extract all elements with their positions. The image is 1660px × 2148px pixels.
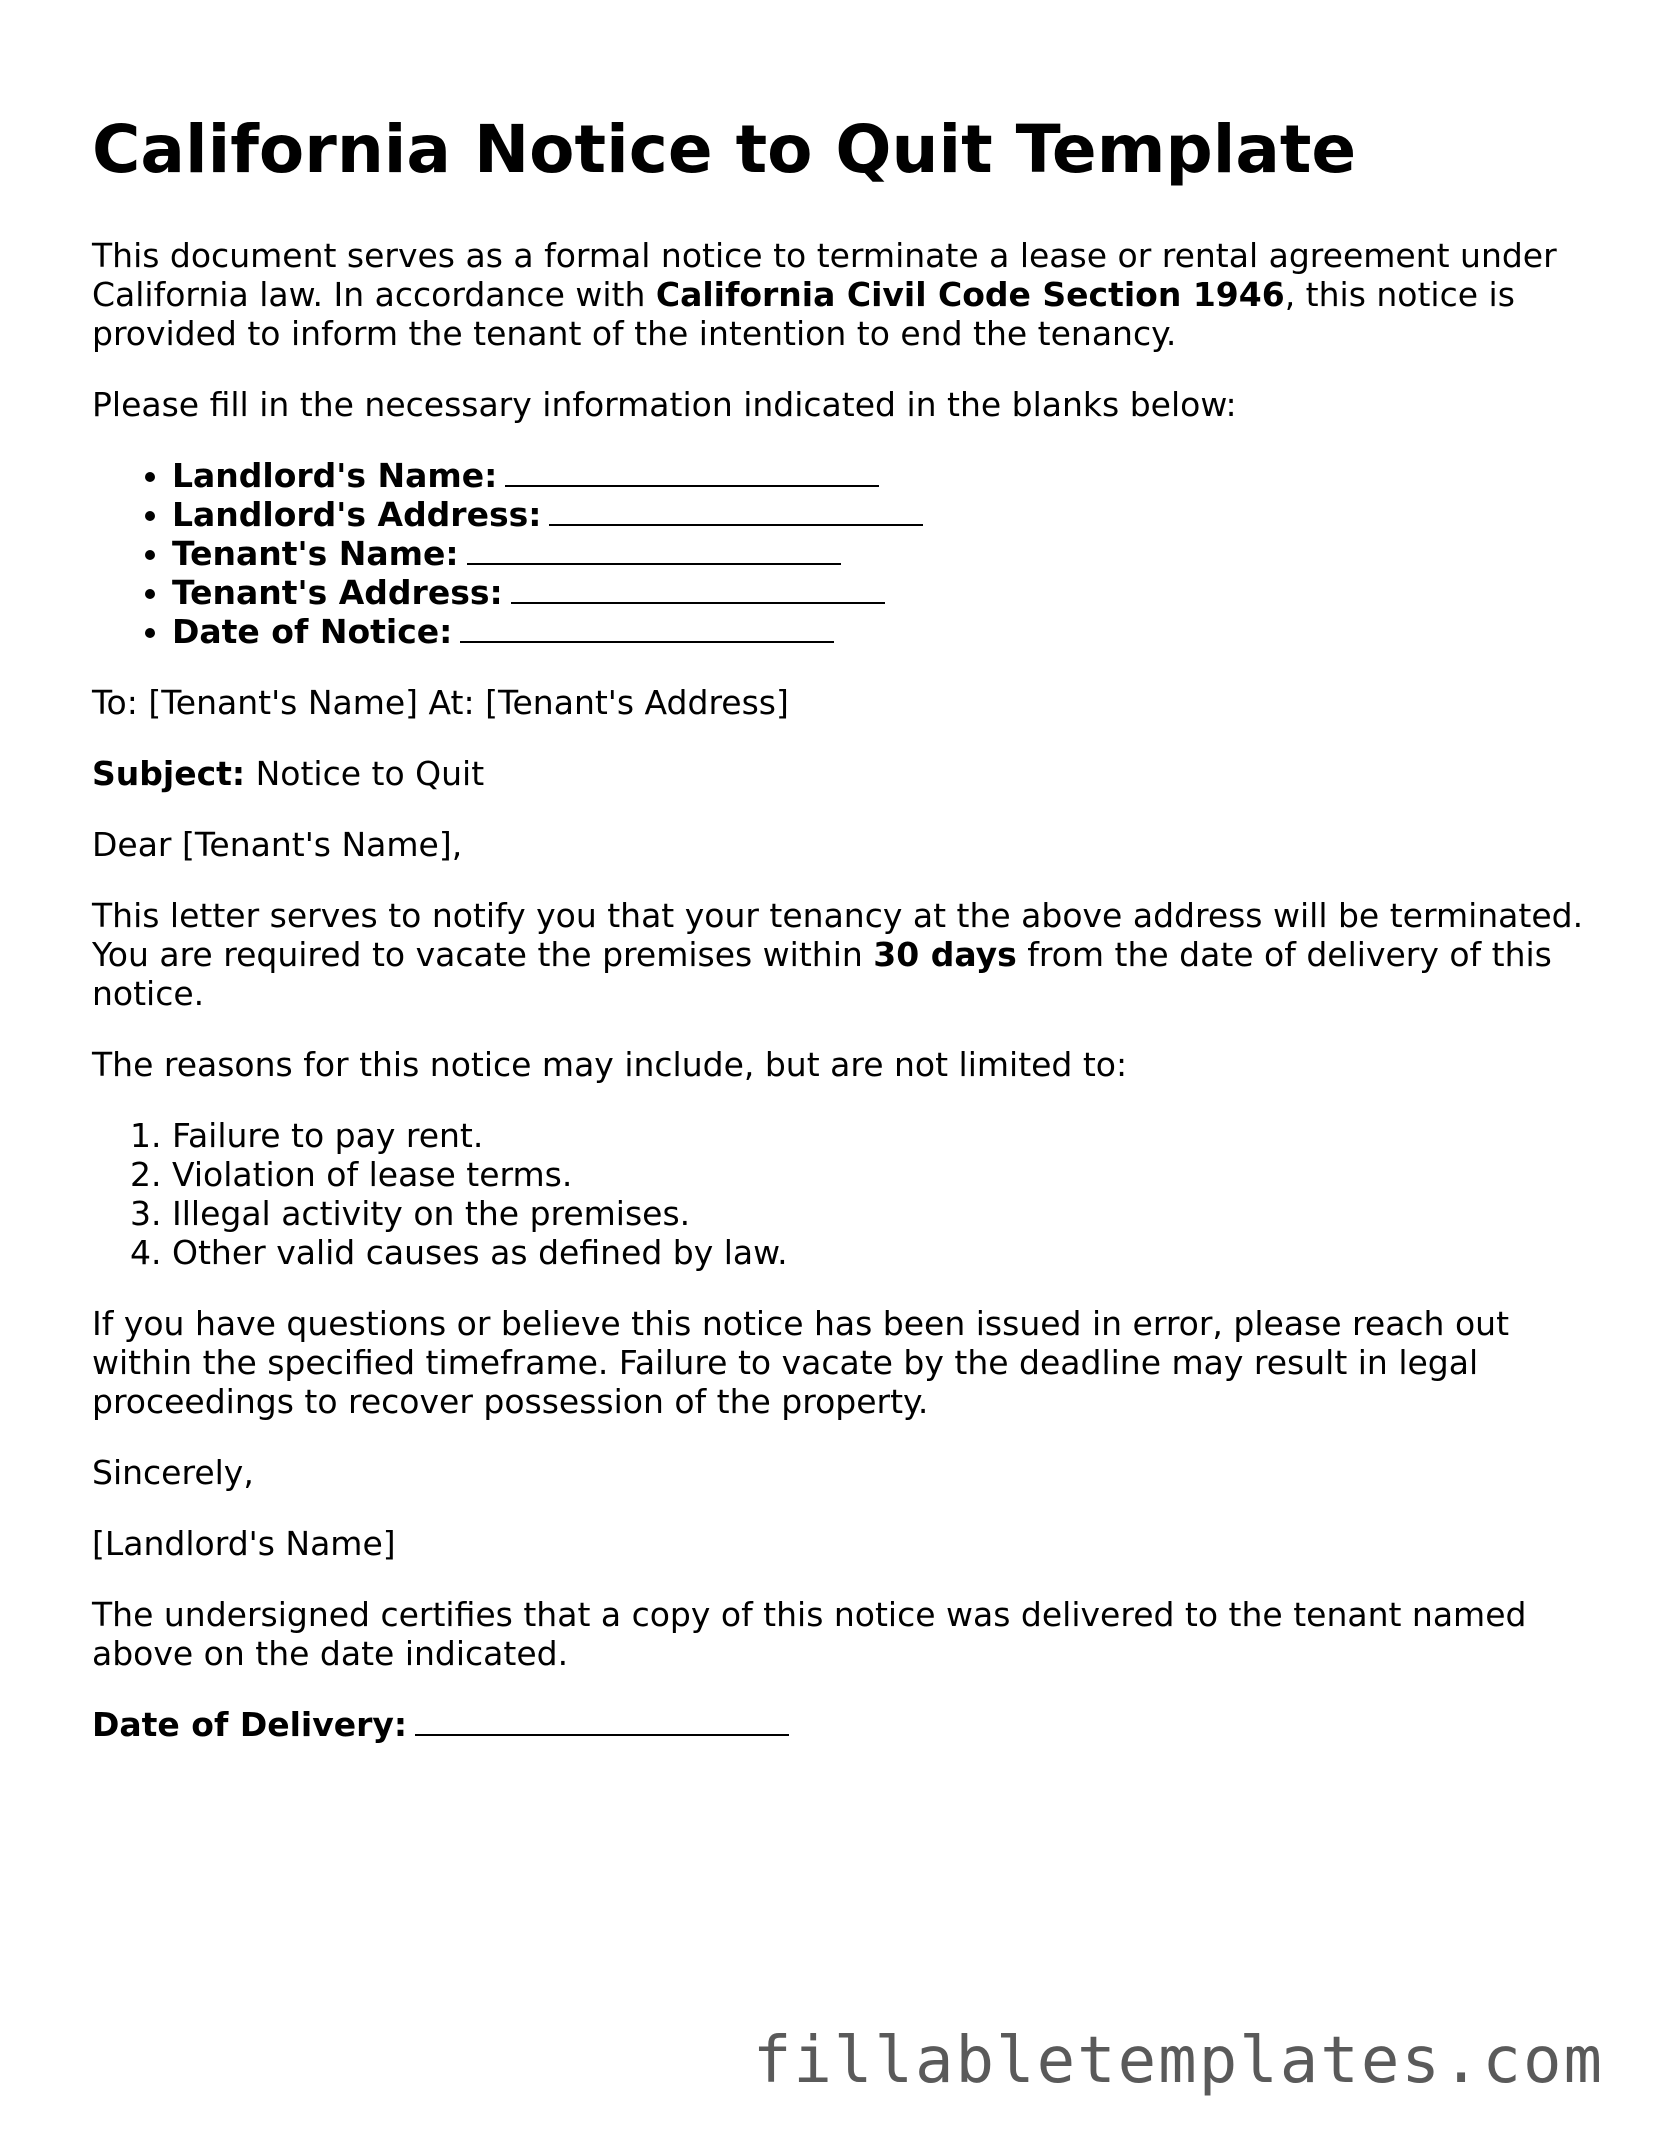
notice-paragraph (92, 896, 1592, 1013)
closing: Sincerely, (92, 1453, 254, 1492)
reason-item: 4. Other valid causes as defined by law. (172, 1233, 1592, 1272)
delivery-label: Date of Delivery: (92, 1705, 408, 1744)
watermark-logo: fillabletemplates.com (752, 2024, 1604, 2098)
intro-text-2: , this notice is provided to inform the tenant of the intention to end the tenancy. (92, 275, 1515, 353)
field-label: Landlord's Address: (172, 495, 542, 534)
civil-code-reference: California Civil Code Section 1946 (655, 275, 1285, 314)
document-title: California Notice to Quit Template (92, 111, 1357, 188)
landlord-name-blank[interactable] (505, 457, 879, 487)
landlord-address-blank[interactable] (549, 496, 923, 526)
questions-paragraph: If you have questions or believe this notice has been issued in error, please reach out within the specified timeframe. Failure to vacate by the deadline may result in legal proceedings to recover possession of the property. (92, 1304, 1510, 1421)
subject-line (92, 754, 1592, 793)
field-label: Date of Notice: (172, 612, 453, 651)
reason-item: 2. Violation of lease terms. (172, 1155, 1592, 1194)
fill-in-fields-list (92, 456, 1592, 651)
intro-paragraph (92, 236, 1592, 353)
reason-item: 3. Illegal activity on the premises. (172, 1194, 1592, 1233)
document-body (92, 236, 1592, 1776)
certification-paragraph: The undersigned certifies that a copy of this notice was delivered to the tenant named above on the date indicated. (92, 1595, 1527, 1673)
tenant-name-blank[interactable] (467, 535, 841, 565)
to-line: To: [Tenant's Name] At: [Tenant's Address] (92, 683, 789, 722)
field-label: Tenant's Address: (172, 573, 503, 612)
reason-item: 1. Failure to pay rent. (172, 1116, 1592, 1155)
field-label: Tenant's Name: (172, 534, 459, 573)
salutation: Dear [Tenant's Name], (92, 825, 463, 864)
field-date-of-notice (172, 612, 1592, 651)
date-of-delivery-blank[interactable] (415, 1706, 789, 1736)
reasons-list (92, 1116, 1592, 1272)
notice-period: 30 days (873, 935, 1017, 974)
signature-placeholder: [Landlord's Name] (92, 1524, 396, 1563)
subject-label: Subject: (92, 754, 246, 793)
field-label: Landlord's Name: (172, 456, 498, 495)
date-of-notice-blank[interactable] (460, 613, 834, 643)
instructions-paragraph: Please fill in the necessary information indicated in the blanks below: (92, 385, 1237, 424)
delivery-line (92, 1705, 1592, 1744)
notice-text-2: from the date of delivery of this notice. (92, 935, 1552, 1013)
reasons-intro: The reasons for this notice may include, but are not limited to: (92, 1045, 1128, 1084)
notice-text-1: This letter serves to notify you that your tenancy at the above address will be terminated. You are required to vacate the premises within (92, 896, 1584, 974)
tenant-address-blank[interactable] (511, 574, 885, 604)
subject-value: Notice to Quit (245, 754, 485, 793)
field-tenant-name (172, 534, 1592, 573)
intro-text-1: This document serves as a formal notice to terminate a lease or rental agreement under California law. In accordance with (92, 236, 1557, 314)
field-landlord-address (172, 495, 1592, 534)
field-landlord-name (172, 456, 1592, 495)
field-tenant-address (172, 573, 1592, 612)
